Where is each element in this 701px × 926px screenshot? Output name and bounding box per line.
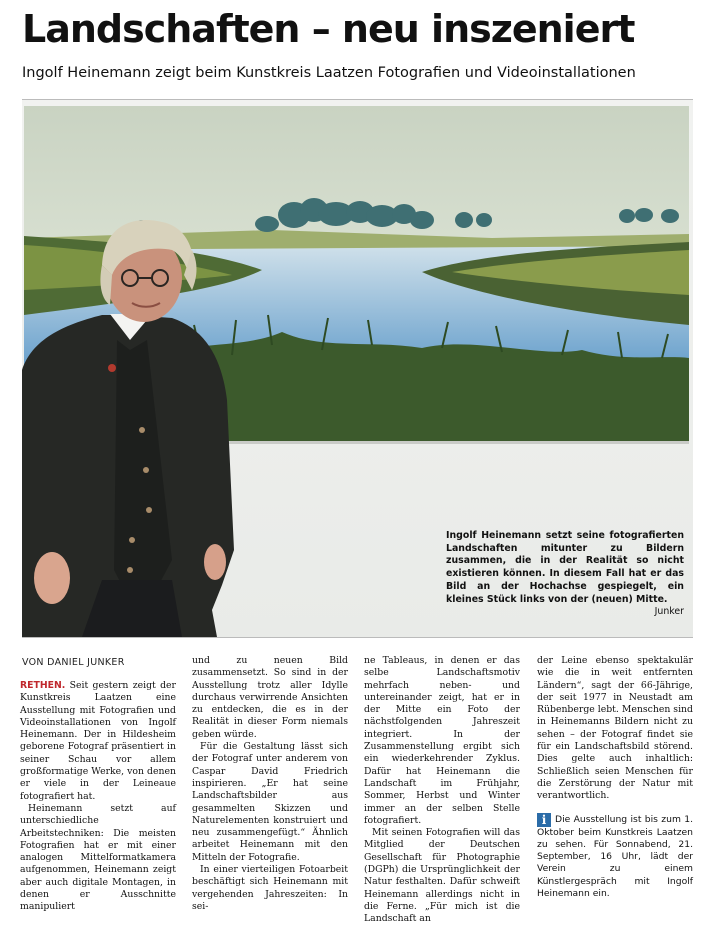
- paragraph: [20, 680, 176, 803]
- column-2: [192, 655, 348, 913]
- info-icon: i: [537, 813, 551, 827]
- column-4: [537, 655, 693, 900]
- subheadline: Ingolf Heinemann zeigt beim Kunstkreis Laatzen Fotografien und Videoinstallationen: [22, 65, 636, 81]
- paragraph: ne Tableaus, in denen er das selbe Landschaftsmotiv mehrfach neben- und untereinander zeigt, hat er in der Mitte ein Foto der nächstfolgenden Jahreszeit integriert. In der Zusammenstellung ergibt sich ein wiederkehrender Zyklus. Dafür hat Heinemann die Landschaft im Frühjahr, Sommer, Herbst und Winter immer an der selben Stelle fotografiert.: [364, 655, 520, 826]
- caption-text: Ingolf Heinemann setzt seine fotografierten Landschaften mitunter zu Bildern zusammen, die in der Realität so nicht existieren können. In diesem Fall hat er das Bild an der Hochachse gespiegelt, ein kleines Stück links von der (neuen) Mitte.: [446, 530, 684, 605]
- paragraph: In einer vierteiligen Fotoarbeit beschäftigt sich Heinemann mit vergehenden Jahreszeiten: In sei-: [192, 864, 348, 912]
- paragraph: und zu neuen Bild zusammensetzt. So sind in der Ausstellung trotz aller Idylle durchaus verwirrende Ansichten zu entdecken, die es in der Realität in dieser Form niemals geben würde.: [192, 655, 348, 740]
- photo-credit: Junker: [654, 606, 684, 618]
- headline: Landschaften – neu inszeniert: [22, 7, 635, 51]
- column-1: [20, 680, 176, 914]
- info-text: Die Ausstellung ist bis zum 1. Oktober beim Kunstkreis Laatzen zu sehen. Für Sonnabend, 21. September, 16 Uhr, lädt der Verein zu einem Künstlergespräch mit Ingolf Heinemann ein.: [537, 813, 693, 900]
- byline: VON DANIEL JUNKER: [22, 657, 125, 668]
- paragraph: Für die Gestaltung lässt sich der Fotograf unter anderem von Caspar David Friedrich inspirieren. „Er hat seine Landschaftsbilder aus gesammelten Skizzen und Naturelementen konstruiert und neu zusammengefügt.“ Ähnlich arbeitet Heinemann mit den Mitteln der Fotografie.: [192, 741, 348, 863]
- column-3: [364, 655, 520, 926]
- paragraph-text: Seit gestern zeigt der Kunstkreis Laatzen eine Ausstellung mit Fotografien und Videoinstallationen von Ingolf Heinemann. Der in Hildesheim geborene Fotograf präsentiert in seiner Schau vor allem großformatige Werke, von denen er viele in der Leineaue fotografiert hat.: [20, 680, 176, 802]
- paragraph: der Leine ebenso spektakulär wie die in weit entfernten Ländern“, sagt der 66-Jährige, der seit 1977 in Neustadt am Rübenberge lebt. Menschen sind in Heinemanns Bildern nicht zu sehen – der Fotograf findet sie für ein Landschaftsbild störend. Dies gelte auch inhaltlich: Schließlich seien Menschen für die Zerstörung der Natur mit verantwortlich.: [537, 655, 693, 802]
- photo-caption: [446, 530, 684, 619]
- paragraph: Heinemann setzt auf unterschiedliche Arbeitstechniken: Die meisten Fotografien hat er mit einer analogen Mittelformatkamera aufgenommen, Heinemann zeigt aber auch digitale Montagen, in denen er Ausschnitte manipuliert: [20, 802, 176, 913]
- paragraph: Mit seinen Fotografien will das Mitglied der Deutschen Gesellschaft für Photographie (DGPh) die Ursprünglichkeit der Natur festhalten. Dafür schweift Heinemann allerdings nicht in die Ferne. „Für mich ist die Landschaft an: [364, 827, 520, 925]
- info-box: [537, 813, 693, 901]
- dateline: RETHEN.: [20, 680, 66, 691]
